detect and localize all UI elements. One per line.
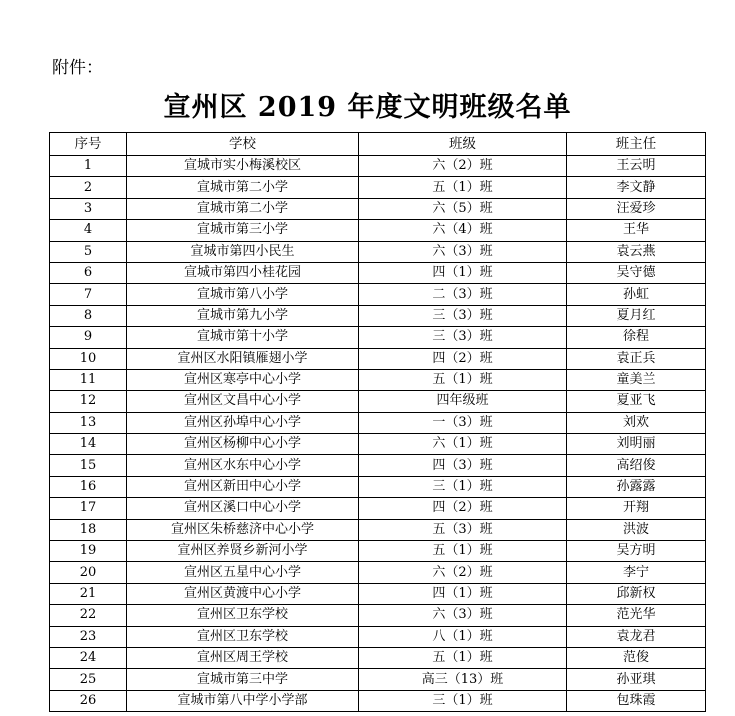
attachment-label: 附件： (52, 58, 103, 78)
cell-school: 宣州区卫东学校 (127, 605, 359, 626)
table-header-row (50, 133, 706, 156)
table-row (50, 348, 706, 369)
cell-head-teacher: 夏月红 (567, 305, 706, 326)
cell-serial-number: 1 (50, 156, 127, 177)
cell-school: 宣州区五星中心小学 (127, 562, 359, 583)
table-row (50, 305, 706, 326)
cell-serial-number: 15 (50, 455, 127, 476)
cell-head-teacher: 王华 (567, 220, 706, 241)
cell-class: 八（1）班 (359, 626, 567, 647)
cell-class: 五（1）班 (359, 177, 567, 198)
cell-school: 宣州区水东中心小学 (127, 455, 359, 476)
cell-serial-number: 8 (50, 305, 127, 326)
cell-serial-number: 7 (50, 284, 127, 305)
cell-head-teacher: 孙虹 (567, 284, 706, 305)
cell-head-teacher: 刘明丽 (567, 434, 706, 455)
cell-school: 宣州区杨柳中心小学 (127, 434, 359, 455)
table-row (50, 434, 706, 455)
cell-school: 宣州区寒亭中心小学 (127, 369, 359, 390)
header-serial-number: 序号 (50, 133, 127, 156)
document-title: 宣州区 2019 年度文明班级名单 (163, 92, 572, 123)
cell-school: 宣州区水阳镇雁翅小学 (127, 348, 359, 369)
cell-serial-number: 24 (50, 647, 127, 668)
cell-serial-number: 2 (50, 177, 127, 198)
table-row (50, 177, 706, 198)
cell-head-teacher: 童美兰 (567, 369, 706, 390)
cell-class: 五（3）班 (359, 519, 567, 540)
cell-serial-number: 17 (50, 498, 127, 519)
cell-school: 宣州区养贤乡新河小学 (127, 541, 359, 562)
table-row (50, 327, 706, 348)
cell-class: 四（1）班 (359, 262, 567, 283)
cell-head-teacher: 开翔 (567, 498, 706, 519)
table-row (50, 412, 706, 433)
cell-head-teacher: 汪爱珍 (567, 198, 706, 219)
cell-school: 宣州区溪口中心小学 (127, 498, 359, 519)
cell-class: 三（3）班 (359, 327, 567, 348)
cell-serial-number: 23 (50, 626, 127, 647)
table-row (50, 284, 706, 305)
cell-school: 宣州区新田中心小学 (127, 476, 359, 497)
table-row (50, 241, 706, 262)
table-row (50, 690, 706, 711)
cell-serial-number: 16 (50, 476, 127, 497)
cell-head-teacher: 袁云燕 (567, 241, 706, 262)
cell-serial-number: 12 (50, 391, 127, 412)
cell-class: 五（1）班 (359, 369, 567, 390)
table-row (50, 583, 706, 604)
cell-school: 宣城市第八中学小学部 (127, 690, 359, 711)
cell-serial-number: 6 (50, 262, 127, 283)
cell-head-teacher: 范光华 (567, 605, 706, 626)
cell-school: 宣城市第九小学 (127, 305, 359, 326)
table-row (50, 156, 706, 177)
cell-serial-number: 9 (50, 327, 127, 348)
cell-school: 宣城市第三小学 (127, 220, 359, 241)
table-row (50, 391, 706, 412)
class-roster-table (49, 132, 706, 712)
cell-class: 三（3）班 (359, 305, 567, 326)
table-row (50, 198, 706, 219)
cell-head-teacher: 孙露露 (567, 476, 706, 497)
cell-serial-number: 5 (50, 241, 127, 262)
cell-class: 四（2）班 (359, 348, 567, 369)
cell-school: 宣城市第十小学 (127, 327, 359, 348)
cell-head-teacher: 高绍俊 (567, 455, 706, 476)
cell-school: 宣城市第二小学 (127, 198, 359, 219)
cell-school: 宣州区卫东学校 (127, 626, 359, 647)
cell-class: 六（2）班 (359, 562, 567, 583)
cell-class: 六（3）班 (359, 241, 567, 262)
table-row (50, 647, 706, 668)
cell-head-teacher: 包珠霞 (567, 690, 706, 711)
cell-serial-number: 21 (50, 583, 127, 604)
table-body (50, 156, 706, 712)
cell-class: 四（1）班 (359, 583, 567, 604)
cell-serial-number: 25 (50, 669, 127, 690)
cell-school: 宣城市第四小民生 (127, 241, 359, 262)
cell-serial-number: 22 (50, 605, 127, 626)
cell-serial-number: 14 (50, 434, 127, 455)
cell-school: 宣城市第四小桂花园 (127, 262, 359, 283)
cell-serial-number: 10 (50, 348, 127, 369)
cell-head-teacher: 孙亚琪 (567, 669, 706, 690)
cell-school: 宣城市第三中学 (127, 669, 359, 690)
cell-class: 一（3）班 (359, 412, 567, 433)
table-row (50, 626, 706, 647)
cell-head-teacher: 夏亚飞 (567, 391, 706, 412)
cell-class: 五（1）班 (359, 541, 567, 562)
cell-serial-number: 11 (50, 369, 127, 390)
table-row (50, 369, 706, 390)
cell-class: 六（2）班 (359, 156, 567, 177)
table-row (50, 476, 706, 497)
table-row (50, 498, 706, 519)
cell-school: 宣城市第二小学 (127, 177, 359, 198)
table-row (50, 455, 706, 476)
cell-head-teacher: 李宁 (567, 562, 706, 583)
cell-head-teacher: 袁正兵 (567, 348, 706, 369)
cell-serial-number: 3 (50, 198, 127, 219)
cell-class: 四年级班 (359, 391, 567, 412)
cell-class: 四（3）班 (359, 455, 567, 476)
cell-class: 六（4）班 (359, 220, 567, 241)
table-row (50, 220, 706, 241)
cell-head-teacher: 邱新权 (567, 583, 706, 604)
table-row (50, 605, 706, 626)
cell-school: 宣州区周王学校 (127, 647, 359, 668)
cell-head-teacher: 徐程 (567, 327, 706, 348)
cell-head-teacher: 刘欢 (567, 412, 706, 433)
cell-class: 二（3）班 (359, 284, 567, 305)
header-class: 班级 (359, 133, 567, 156)
table-row (50, 562, 706, 583)
header-school: 学校 (127, 133, 359, 156)
cell-class: 三（1）班 (359, 476, 567, 497)
table-row (50, 262, 706, 283)
cell-class: 六（5）班 (359, 198, 567, 219)
cell-serial-number: 13 (50, 412, 127, 433)
cell-serial-number: 18 (50, 519, 127, 540)
cell-head-teacher: 王云明 (567, 156, 706, 177)
cell-class: 四（2）班 (359, 498, 567, 519)
cell-school: 宣城市第八小学 (127, 284, 359, 305)
cell-serial-number: 26 (50, 690, 127, 711)
table-row (50, 541, 706, 562)
cell-class: 六（3）班 (359, 605, 567, 626)
cell-class: 六（1）班 (359, 434, 567, 455)
cell-head-teacher: 袁龙君 (567, 626, 706, 647)
cell-head-teacher: 洪波 (567, 519, 706, 540)
cell-class: 高三（13）班 (359, 669, 567, 690)
cell-serial-number: 4 (50, 220, 127, 241)
cell-serial-number: 20 (50, 562, 127, 583)
cell-head-teacher: 李文静 (567, 177, 706, 198)
cell-head-teacher: 吴守德 (567, 262, 706, 283)
cell-class: 三（1）班 (359, 690, 567, 711)
cell-head-teacher: 范俊 (567, 647, 706, 668)
cell-school: 宣州区朱桥慈济中心小学 (127, 519, 359, 540)
table-row (50, 669, 706, 690)
cell-school: 宣城市实小梅溪校区 (127, 156, 359, 177)
header-head-teacher: 班主任 (567, 133, 706, 156)
cell-serial-number: 19 (50, 541, 127, 562)
cell-head-teacher: 吴方明 (567, 541, 706, 562)
table-row (50, 519, 706, 540)
cell-school: 宣州区孙埠中心小学 (127, 412, 359, 433)
cell-school: 宣州区文昌中心小学 (127, 391, 359, 412)
cell-school: 宣州区黄渡中心小学 (127, 583, 359, 604)
cell-class: 五（1）班 (359, 647, 567, 668)
